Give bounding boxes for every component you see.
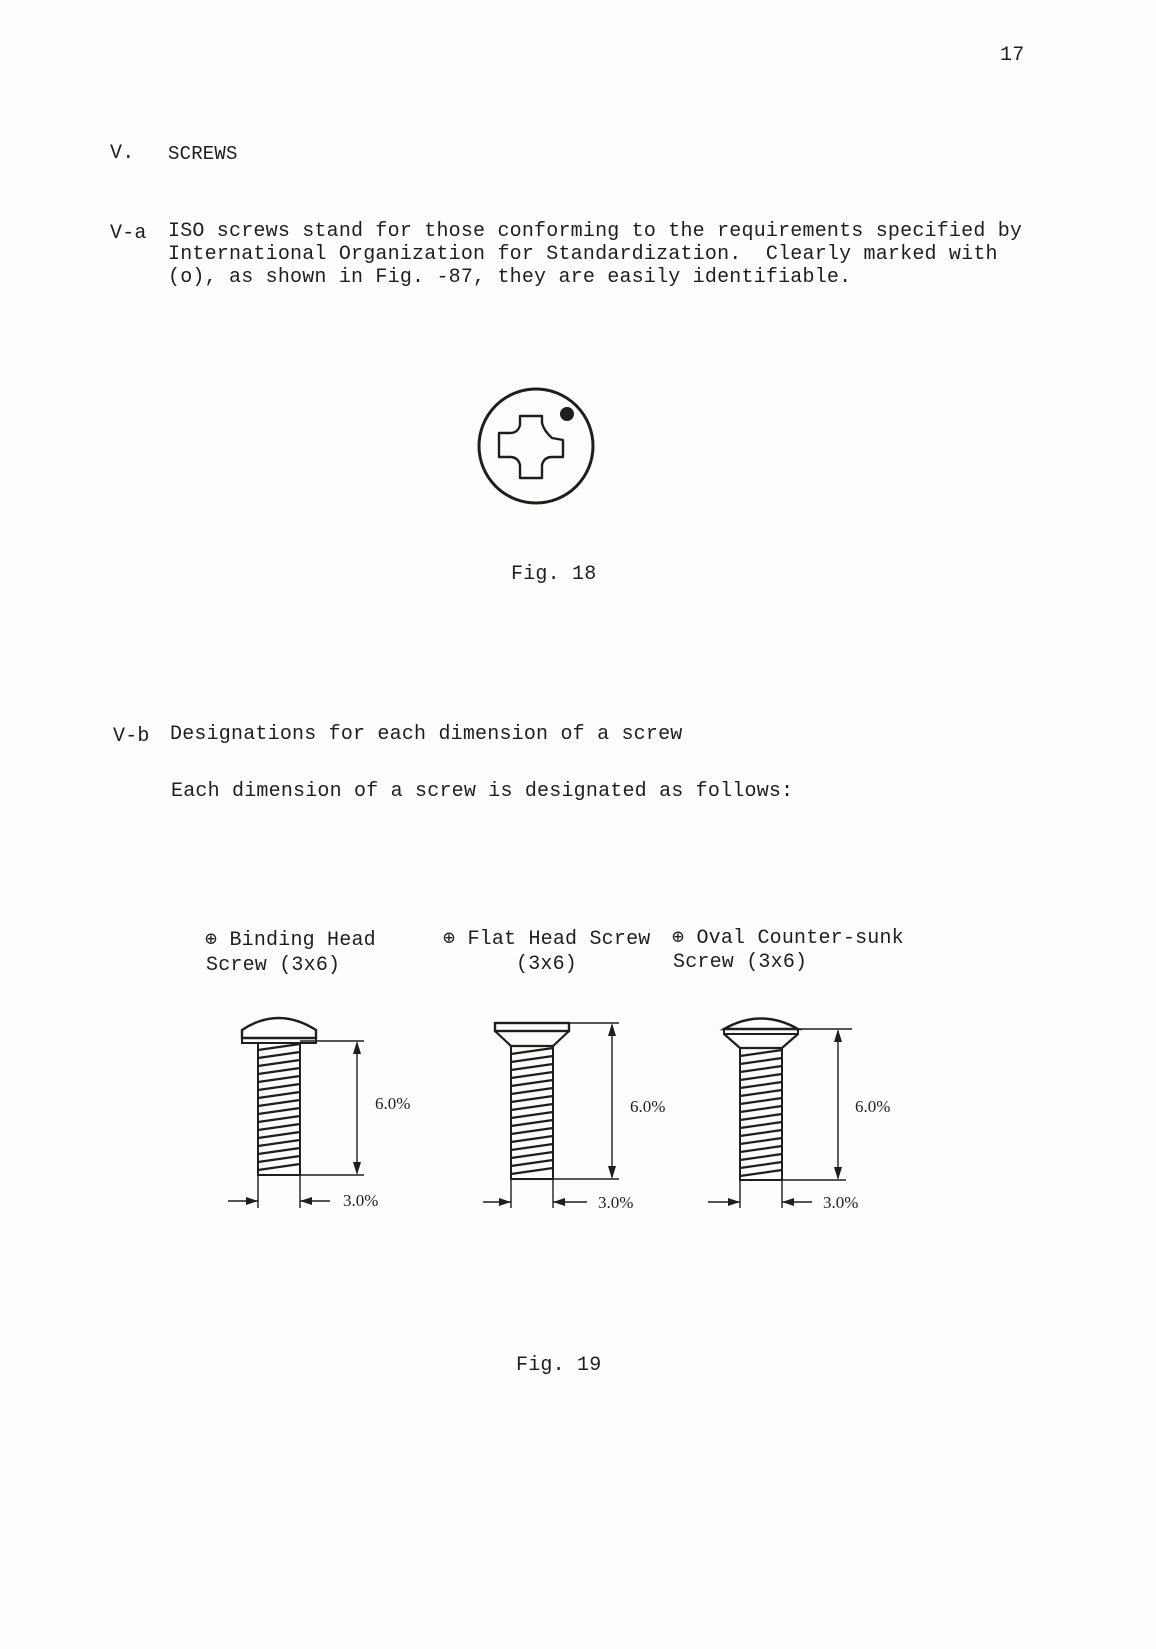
section-number: V. bbox=[110, 142, 135, 165]
screw-title: Screw (3x6) bbox=[673, 951, 808, 974]
screw-title: ⊕ Binding Head bbox=[205, 929, 376, 952]
screw-title: ⊕ Oval Counter-sunk bbox=[672, 927, 904, 950]
diameter-dimension-label: 3.0% bbox=[343, 1191, 379, 1210]
binding-head-screw-diagram bbox=[220, 1010, 430, 1220]
para-a-label: V-a bbox=[110, 222, 147, 245]
diameter-dimension-label: 3.0% bbox=[598, 1193, 634, 1212]
section-title: SCREWS bbox=[168, 143, 238, 165]
length-dimension-label: 6.0% bbox=[375, 1094, 411, 1113]
para-b-heading: Designations for each dimension of a screw bbox=[170, 723, 683, 746]
para-a-line: ISO screws stand for those conforming to the requirements specified by bbox=[168, 220, 1023, 243]
length-dimension-label: 6.0% bbox=[855, 1097, 891, 1116]
para-b-label: V-b bbox=[113, 725, 150, 748]
screw-title: Screw (3x6) bbox=[206, 954, 341, 977]
length-dimension-label: 6.0% bbox=[630, 1097, 666, 1116]
flat-head-screw-diagram bbox=[475, 1010, 685, 1220]
screw-title: (3x6) bbox=[516, 953, 578, 976]
oval-countersunk-screw-diagram bbox=[700, 1010, 910, 1220]
para-a-line: International Organization for Standardization. Clearly marked with bbox=[168, 243, 998, 266]
page-number: 17 bbox=[1000, 44, 1025, 67]
screw-title: ⊕ Flat Head Screw bbox=[443, 928, 651, 951]
figure-caption: Fig. 18 bbox=[511, 563, 597, 586]
figure-caption: Fig. 19 bbox=[516, 1354, 602, 1377]
para-a-line: (o), as shown in Fig. -87, they are easily identifiable. bbox=[168, 266, 852, 289]
iso-phillips-screw-head-icon bbox=[470, 385, 602, 511]
para-b-body: Each dimension of a screw is designated as follows: bbox=[171, 780, 794, 803]
diameter-dimension-label: 3.0% bbox=[823, 1193, 859, 1212]
